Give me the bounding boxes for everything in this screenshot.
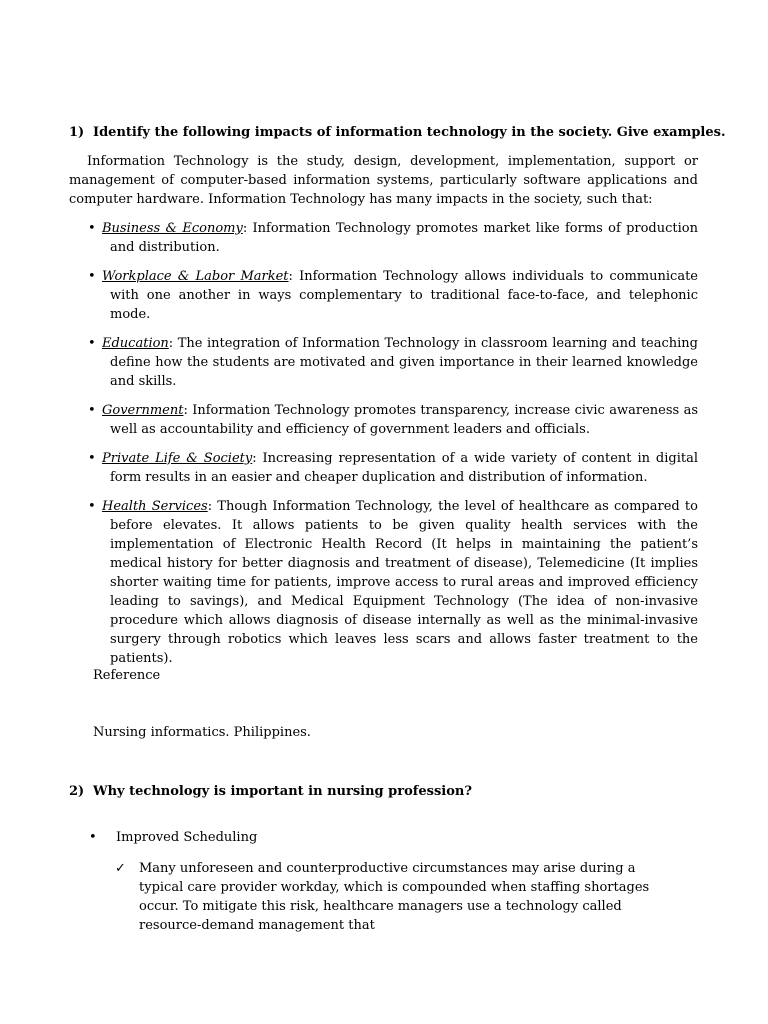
impact-text: : Though Information Technology, the level of healthcare as compared to before elevates. It allows patients to be given quality health services with the implementation of Electronic Health Record (It helps in maintaining the patient’s medical history for better diagnosis and treatment of disease), Telemedicine (It implies shorter waiting time for patients, improve access to rural areas and improved efficiency leading to savings), and Medical Equipment Technology (The idea of non-invasive procedure which allows diagnosis of disease internally as well as the minimal-invasive surgery through robotics which leaves less scars and allows faster treatment to the patients). bbox=[110, 499, 698, 666]
question-2-number: 2) bbox=[69, 784, 85, 799]
impact-term: Education bbox=[102, 336, 169, 351]
impact-term: Private Life & Society bbox=[102, 451, 253, 466]
impact-term: Workplace & Labor Market bbox=[102, 269, 289, 284]
checkmark-icon: ✓ bbox=[115, 861, 126, 876]
impact-text: : Information Technology promotes transparency, increase civic awareness as well as accountability and efficiency of government leaders and officials. bbox=[110, 403, 698, 437]
impact-item bbox=[69, 449, 698, 487]
impact-item bbox=[69, 401, 698, 439]
question-1-number: 1) bbox=[69, 125, 85, 140]
impact-item bbox=[69, 219, 698, 257]
impact-text: : Information Technology promotes market like forms of production and distribution. bbox=[110, 221, 698, 255]
bullet-icon: • bbox=[88, 403, 96, 418]
question-1-title: Identify the following impacts of information technology in the society. Give examples. bbox=[93, 125, 726, 140]
bullet-icon: • bbox=[88, 269, 96, 284]
impact-item bbox=[69, 334, 698, 391]
bullet-icon: • bbox=[88, 499, 96, 514]
question-2-title: Why technology is important in nursing profession? bbox=[93, 784, 472, 799]
question-2-heading bbox=[69, 782, 709, 801]
impact-term: Business & Economy bbox=[102, 221, 243, 236]
impact-item bbox=[69, 267, 698, 324]
reference-label: Reference bbox=[93, 668, 161, 683]
reason-detail: Many unforeseen and counterproductive circumstances may arise during a typical care provider workday, which is compounded when staffing shortages occur. To mitigate this risk, healthcare managers use a technology called resource-demand management that bbox=[139, 861, 650, 933]
impact-text: : The integration of Information Technology in classroom learning and teaching define how the students are motivated and given importance in their learned knowledge and skills. bbox=[110, 336, 698, 389]
reason-title: Improved Scheduling bbox=[116, 830, 258, 845]
impact-text: : Information Technology allows individuals to communicate with one another in ways complementary to traditional face-to-face, and telephonic mode. bbox=[110, 269, 698, 322]
impact-term: Government bbox=[102, 403, 184, 418]
reason-detail-item bbox=[69, 859, 698, 935]
question-1-heading bbox=[69, 123, 726, 142]
bullet-icon: • bbox=[88, 221, 96, 236]
bullet-icon: • bbox=[89, 830, 97, 845]
impact-term: Health Services bbox=[102, 499, 208, 514]
impacts-list bbox=[69, 219, 698, 678]
bullet-icon: • bbox=[88, 336, 96, 351]
impact-text: : Increasing representation of a wide variety of content in digital form results in an easier and cheaper duplication and distribution of information. bbox=[110, 451, 699, 485]
impact-item bbox=[69, 497, 698, 668]
bullet-icon: • bbox=[88, 451, 96, 466]
intro-paragraph: Information Technology is the study, design, development, implementation, support or management of computer-based information systems, particularly software applications and computer hardware. Information Technology has many impacts in the society, such that: bbox=[69, 154, 698, 207]
reference-source: Nursing informatics. Philippines. bbox=[93, 725, 311, 740]
reason-item bbox=[69, 828, 698, 847]
